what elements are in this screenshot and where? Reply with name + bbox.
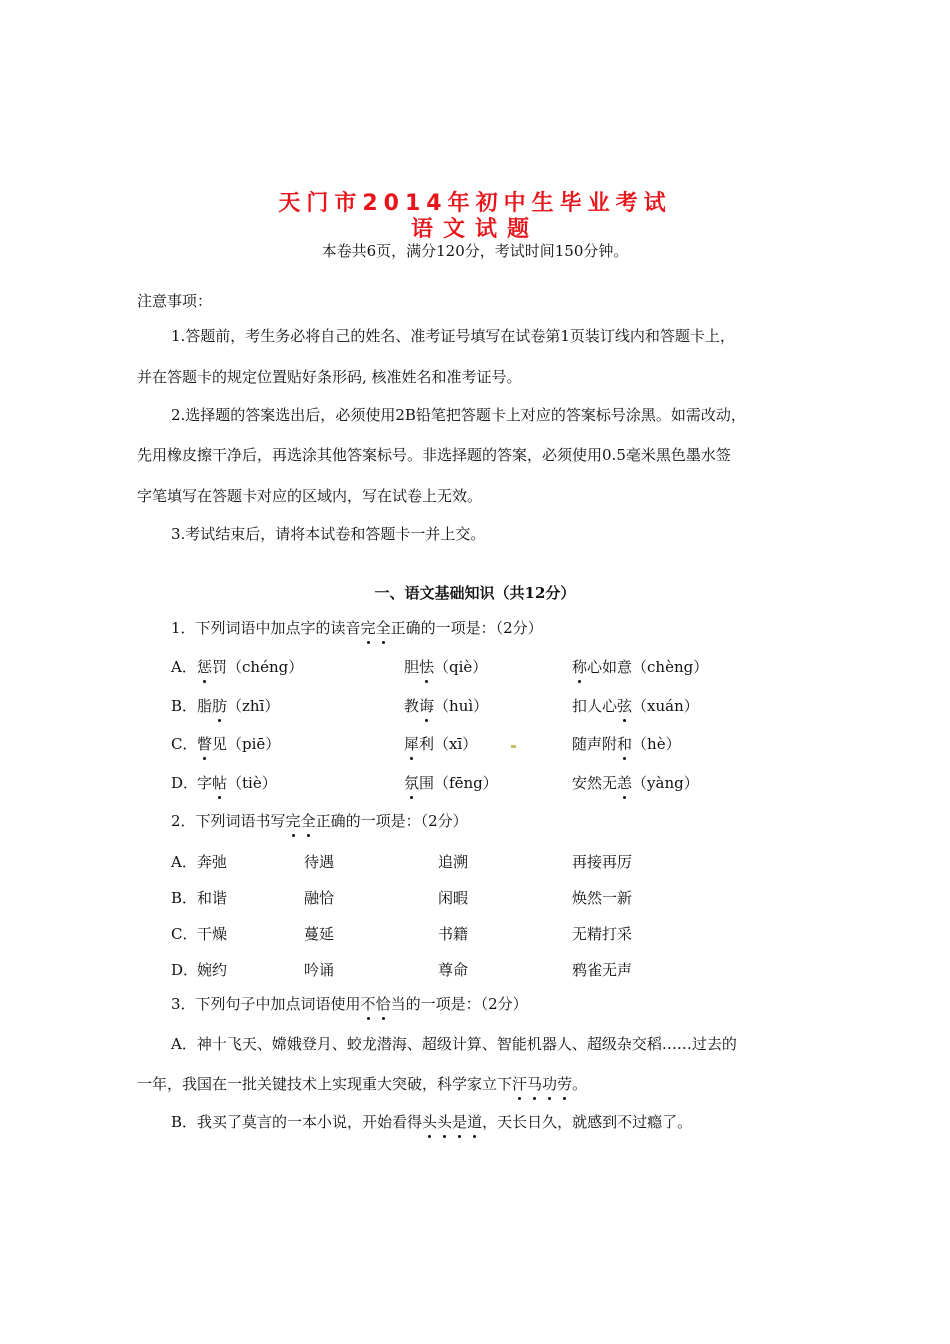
option-word: 尊命 <box>438 961 469 979</box>
notice-item-2-cont: 先用橡皮擦干净后，再选涂其他答案标号。非选择题的答案，必须使用0.5毫米黑色墨水签 <box>137 446 731 464</box>
emphasis-char: 全 <box>300 812 316 830</box>
notice-item-1-cont: 并在答题卡的规定位置贴好条形码, 核准姓名和准考证号。 <box>137 368 522 386</box>
option-word: 焕然一新 <box>572 889 633 907</box>
option-label: B． <box>171 889 198 907</box>
emphasis-text <box>361 995 391 1013</box>
option-word: 无精打采 <box>572 925 633 943</box>
stem-text: 3．下列句子中加点词语使用 <box>171 995 361 1013</box>
option-word: 蔓延 <box>304 925 335 943</box>
stem-text: 1．下列词语中加点字的读音 <box>171 619 361 637</box>
emphasis-text <box>512 1075 572 1093</box>
question-1-stem <box>171 617 543 638</box>
option-item: 脂肪（zhī） <box>197 697 280 715</box>
emphasis-char: 完 <box>285 812 301 830</box>
option-word: 融恰 <box>304 889 335 907</box>
option-item: 安然无恙（yàng） <box>572 774 699 792</box>
section-title: 一、语文基础知识（共12分） <box>374 584 576 602</box>
stray-mark <box>511 745 516 748</box>
notice-item-3: 3.考试结束后，请将本试卷和答题卡一并上交。 <box>171 525 486 543</box>
option-label: A． <box>171 853 197 871</box>
question-3-option-b: B．我买了莫言的一本小说，开始看得头头是道，天长日久，就感到不过瘾了。 <box>171 1113 693 1131</box>
option-word: 奔弛 <box>197 853 228 871</box>
emphasis-char: 是 <box>452 1113 468 1131</box>
emphasis-char: 头 <box>422 1113 438 1131</box>
emphasis-char: 劳 <box>557 1075 573 1093</box>
option-word: 闲暇 <box>438 889 469 907</box>
question-3-option-a-cont: 一年，我国在一批关键技术上实现重大突破，科学家立下汗马功劳。 <box>137 1075 588 1093</box>
question-2-stem <box>171 810 468 831</box>
notice-item-2-cont2: 字笔填写在答题卡对应的区域内，写在试卷上无效。 <box>137 487 483 505</box>
stem-text: 正确的一项是：（2分） <box>390 619 543 637</box>
question-3-stem <box>171 993 528 1014</box>
option-word: 鸦雀无声 <box>572 961 633 979</box>
option-item: 称心如意（chèng） <box>572 658 709 676</box>
option-label: B． <box>171 697 198 715</box>
option-item: 扣人心弦（xuán） <box>572 697 699 715</box>
emphasis-char: 全 <box>375 619 391 637</box>
notice-heading: 注意事项： <box>137 292 213 310</box>
option-label: A． <box>171 658 197 676</box>
option-item: 随声附和（hè） <box>572 735 681 753</box>
option-item: 教诲（huì） <box>404 697 489 715</box>
option-label: D． <box>171 961 199 979</box>
emphasis-text <box>422 1113 482 1131</box>
emphasis-char: 头 <box>437 1113 453 1131</box>
stem-text: 2．下列词语书写 <box>171 812 286 830</box>
option-item: 惩罚（chéng） <box>197 658 304 676</box>
option-word: 婉约 <box>197 961 228 979</box>
option-item: 胆怯（qiè） <box>404 658 488 676</box>
emphasis-text <box>286 812 316 830</box>
option-word: 再接再厉 <box>572 853 633 871</box>
stem-text: 正确的一项是：（2分） <box>315 812 468 830</box>
stem-text: 当的一项是：（2分） <box>390 995 528 1013</box>
question-3-option-a: A．神十飞天、嫦娥登月、蛟龙潜海、超级计算、智能机器人、超级杂交稻……过去的 <box>171 1035 737 1053</box>
exam-info: 本卷共6页，满分120分，考试时间150分钟。 <box>321 242 629 260</box>
emphasis-char: 功 <box>542 1075 558 1093</box>
option-word: 追溯 <box>438 853 469 871</box>
option-label: C． <box>171 735 198 753</box>
option-word: 干燥 <box>197 925 228 943</box>
emphasis-char: 马 <box>527 1075 543 1093</box>
exam-title: 天门市2014年初中生毕业考试 <box>278 191 672 216</box>
notice-item-1: 1.答题前，考生务必将自己的姓名、准考证号填写在试卷第1页装订线内和答题卡上， <box>171 327 735 345</box>
option-word: 吟诵 <box>304 961 335 979</box>
option-word: 书籍 <box>438 925 469 943</box>
option-label: D． <box>171 774 199 792</box>
option-word: 待遇 <box>304 853 335 871</box>
emphasis-char: 汗 <box>512 1075 528 1093</box>
option-item: 氛围（fēng） <box>404 774 498 792</box>
emphasis-char: 道 <box>467 1113 483 1131</box>
emphasis-char: 不 <box>360 995 376 1013</box>
option-word: 和谐 <box>197 889 228 907</box>
emphasis-char: 完 <box>360 619 376 637</box>
option-item: 字帖（tiè） <box>197 774 277 792</box>
notice-item-2: 2.选择题的答案选出后，必须使用2B铅笔把答题卡上对应的答案标号涂黑。如需改动， <box>171 406 746 424</box>
exam-subject: 语文试题 <box>410 217 539 242</box>
option-label: C． <box>171 925 198 943</box>
option-item: 瞥见（piē） <box>197 735 281 753</box>
option-item: 犀利（xī） <box>404 735 478 753</box>
emphasis-char: 恰 <box>375 995 391 1013</box>
emphasis-text <box>361 619 391 637</box>
